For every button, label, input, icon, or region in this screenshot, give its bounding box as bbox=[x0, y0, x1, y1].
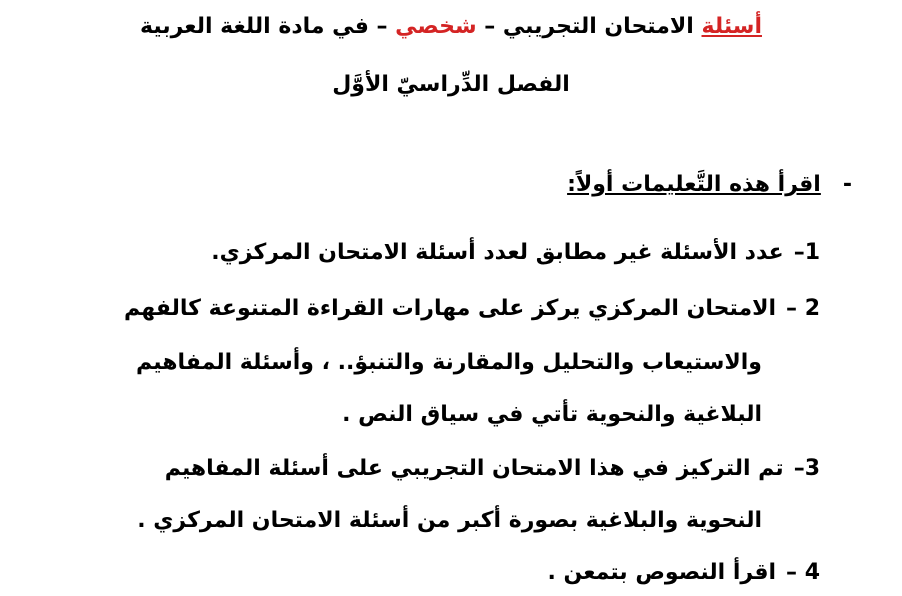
instruction-item-3 bbox=[165, 456, 820, 482]
instruction-item-3-line-2: النحوية والبلاغية بصورة أكبر من أسئلة الامتحان المركزي . bbox=[137, 508, 762, 533]
instructions-heading bbox=[567, 172, 852, 198]
exam-title bbox=[0, 14, 902, 40]
title-exam-text: الامتحان التجريبي – bbox=[476, 14, 702, 39]
instruction-item-1 bbox=[211, 240, 820, 266]
item-number: 2 – bbox=[786, 296, 820, 321]
item-text-line: عدد الأسئلة غير مطابق لعدد أسئلة الامتحان المركزي. bbox=[211, 240, 784, 265]
instruction-item-2-line-2: والاستيعاب والتحليل والمقارنة والتنبؤ.. ، وأسئلة المفاهيم bbox=[135, 350, 762, 375]
item-text-line: تم التركيز في هذا الامتحان التجريبي على أسئلة المفاهيم bbox=[164, 456, 784, 481]
instruction-item-2-line-3: البلاغية والنحوية تأتي في سياق النص . bbox=[342, 402, 762, 427]
title-personal-word: شخصي bbox=[395, 14, 477, 39]
item-number: 3– bbox=[793, 456, 820, 481]
instruction-item-2 bbox=[124, 296, 820, 322]
title-questions-word: أسئلة bbox=[701, 14, 762, 39]
item-number: 4 – bbox=[786, 560, 820, 585]
instruction-item-4 bbox=[547, 560, 820, 586]
item-text-line: اقرأ النصوص بتمعن . bbox=[547, 560, 777, 585]
title-subject-text: – في مادة اللغة العربية bbox=[140, 14, 396, 39]
item-text-line: الامتحان المركزي يركز على مهارات القراءة المتنوعة كالفهم bbox=[123, 296, 777, 321]
heading-bullet-dash: - bbox=[842, 172, 852, 197]
item-number: 1– bbox=[793, 240, 820, 265]
instructions-heading-text: اقرأ هذه التَّعليمات أولاً: bbox=[567, 172, 821, 197]
semester-subtitle: الفصل الدِّراسيّ الأوَّل bbox=[332, 72, 570, 97]
